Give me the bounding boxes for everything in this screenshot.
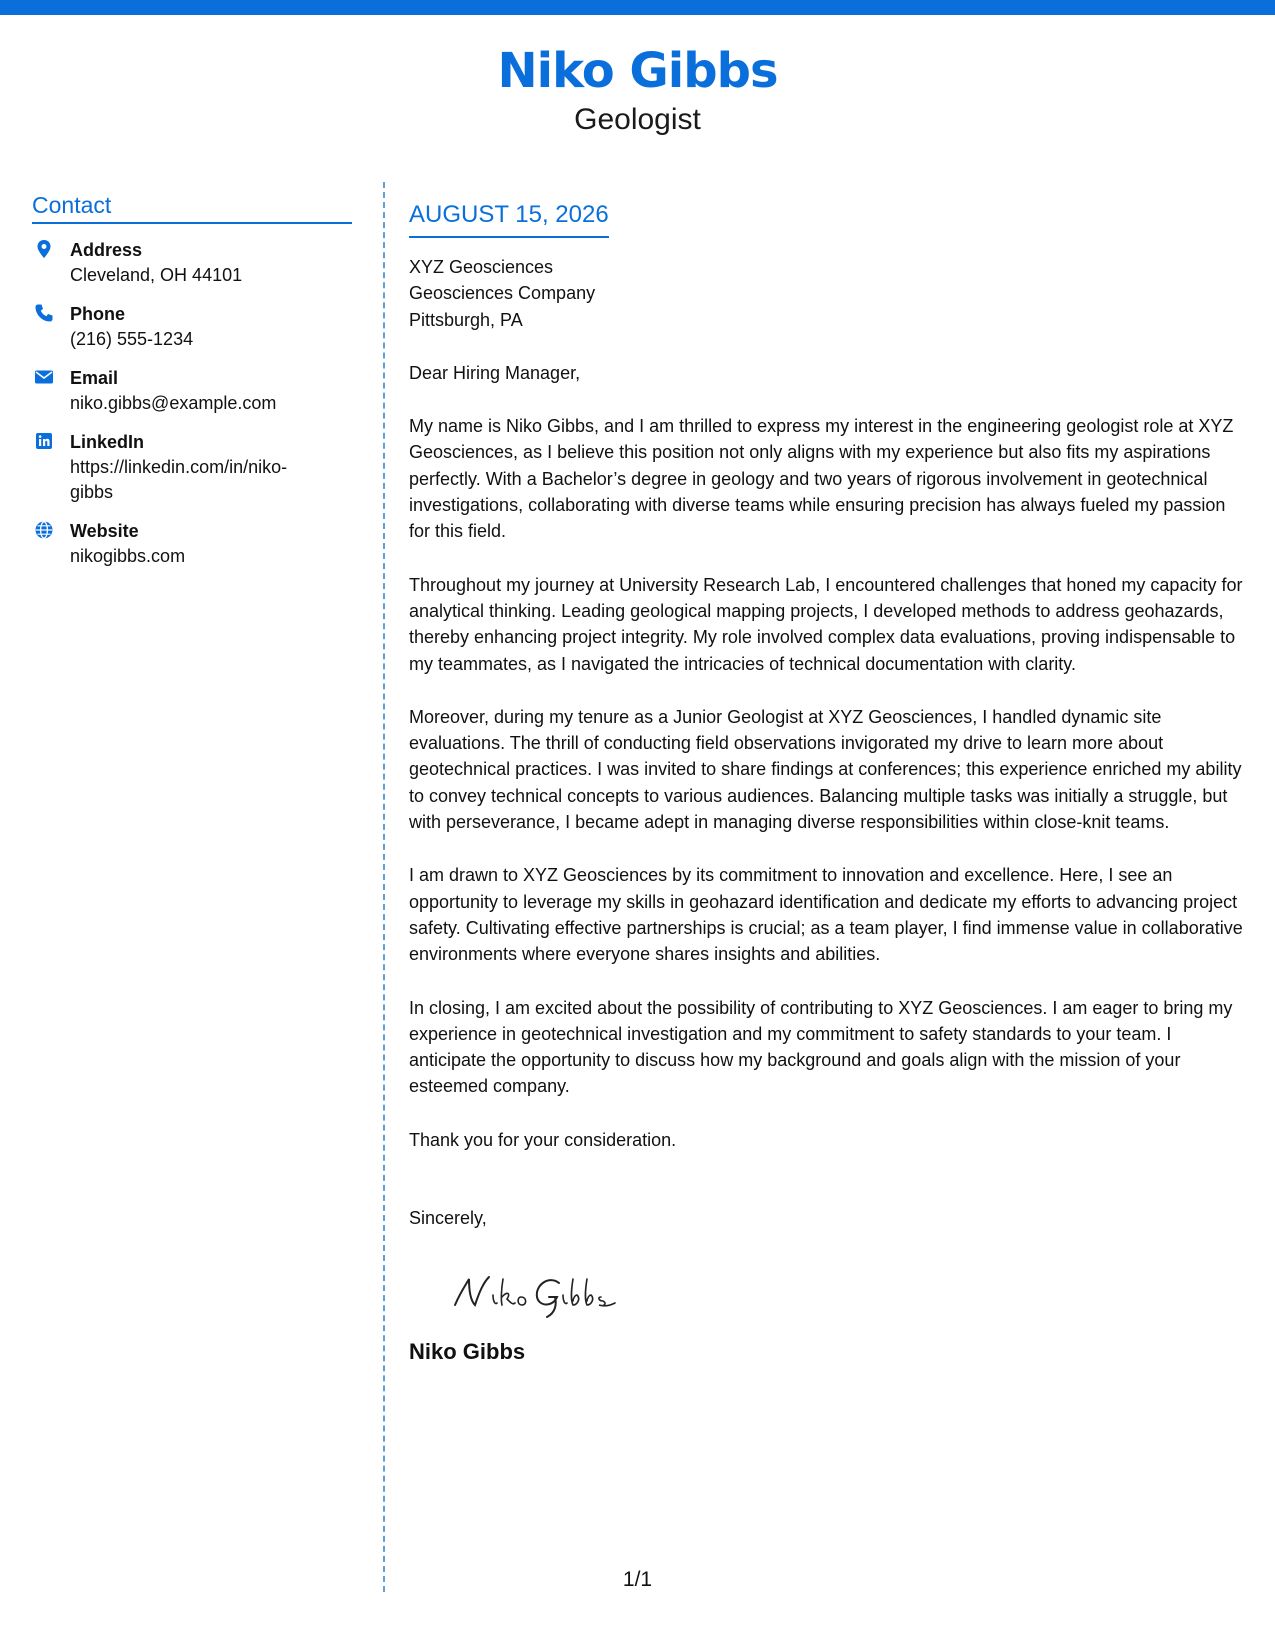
- closing: Sincerely,: [409, 1208, 487, 1229]
- letter-body: [409, 198, 1249, 1365]
- letter-paragraph: I am drawn to XYZ Geosciences by its commitment to innovation and excellence. Here, I see an opportunity to leverage my skills in geohazard identification and dedicate my efforts to advancing project safety. Cultivating effective partnerships is crucial; as a team player, I find immense value in collaborative environments where everyone shares insights and abilities.: [409, 865, 1243, 965]
- letter-date: AUGUST 15, 2026: [409, 198, 609, 238]
- contact-label: Phone: [70, 304, 126, 324]
- letter-paragraph: Moreover, during my tenure as a Junior Geologist at XYZ Geosciences, I handled dynamic site evaluations. The thrill of conducting field observations invigorated my drive to learn more about geotechnical practices. I was invited to share findings at conferences; this experience enriched my ability to convey technical concepts to various audiences. Balancing multiple tasks was initially a struggle, but with perseverance, I became adept in managing diverse responsibilities within close-knit teams.: [409, 706, 1242, 833]
- contact-label: Address: [70, 240, 143, 260]
- contact-value-line1: https://linkedin.com/in/niko-: [70, 457, 288, 477]
- contact-address: [32, 238, 352, 288]
- recipient-line: Pittsburgh, PA: [409, 309, 523, 330]
- signed-name: Niko Gibbs: [409, 1338, 526, 1364]
- page-number: 1/1: [622, 1568, 653, 1591]
- letter-paragraph: My name is Niko Gibbs, and I am thrilled to express my interest in the engineering geologist role at XYZ Geosciences, as I believe this position not only aligns with my experience but also fits my aspirations perfectly. With a Bachelor’s degree in geology and two years of rigorous involvement in geotechnical investigations, collaborating with diverse teams while ensuring precision has always fueled my passion for this field.: [409, 416, 1234, 542]
- contact-linkedin: [32, 430, 352, 505]
- contact-value-line2: gibbs: [70, 482, 114, 502]
- contact-label: LinkedIn: [70, 432, 145, 452]
- letter-paragraph: Thank you for your consideration.: [409, 1129, 677, 1150]
- contact-value: niko.gibbs@example.com: [70, 393, 277, 413]
- contact-phone: [32, 302, 352, 352]
- contact-label: Email: [70, 368, 119, 388]
- job-title: Geologist: [574, 103, 701, 136]
- recipient-line: XYZ Geosciences: [409, 257, 554, 277]
- contact-value: nikogibbs.com: [70, 546, 186, 566]
- contact-heading: Contact: [32, 192, 352, 224]
- handwritten-signature: [449, 1261, 649, 1321]
- applicant-name: Niko Gibbs: [497, 43, 778, 99]
- recipient-block: [409, 254, 1249, 333]
- contact-value: (216) 555-1234: [70, 329, 194, 349]
- contact-email: [32, 366, 352, 416]
- letter-paragraph: In closing, I am excited about the possibility of contributing to XYZ Geosciences. I am eager to bring my experience in geotechnical investigation and my commitment to safety standards to your team. I anticipate the opportunity to discuss how my background and goals align with the mission of your esteemed company.: [409, 997, 1233, 1097]
- phone-icon: [34, 303, 54, 323]
- location-pin-icon: [34, 239, 54, 259]
- contact-label: Website: [70, 521, 139, 541]
- contact-value: Cleveland, OH 44101: [70, 265, 243, 285]
- contact-website: [32, 519, 352, 569]
- letter-paragraph: Throughout my journey at University Research Lab, I encountered challenges that honed my capacity for analytical thinking. Leading geological mapping projects, I developed methods to address geohazards, thereby enhancing project integrity. My role involved complex data evaluations, proving indispensable to my teammates, as I navigated the intricacies of technical documentation with clarity.: [409, 574, 1243, 674]
- recipient-line: Geosciences Company: [409, 283, 596, 304]
- contact-sidebar: [32, 192, 352, 569]
- top-accent-bar: [0, 0, 1275, 15]
- globe-icon: [34, 520, 54, 540]
- page-header: [0, 40, 1275, 138]
- column-divider: [383, 182, 385, 1592]
- linkedin-icon: [34, 431, 54, 451]
- salutation: Dear Hiring Manager,: [409, 362, 581, 383]
- email-icon: [34, 367, 54, 387]
